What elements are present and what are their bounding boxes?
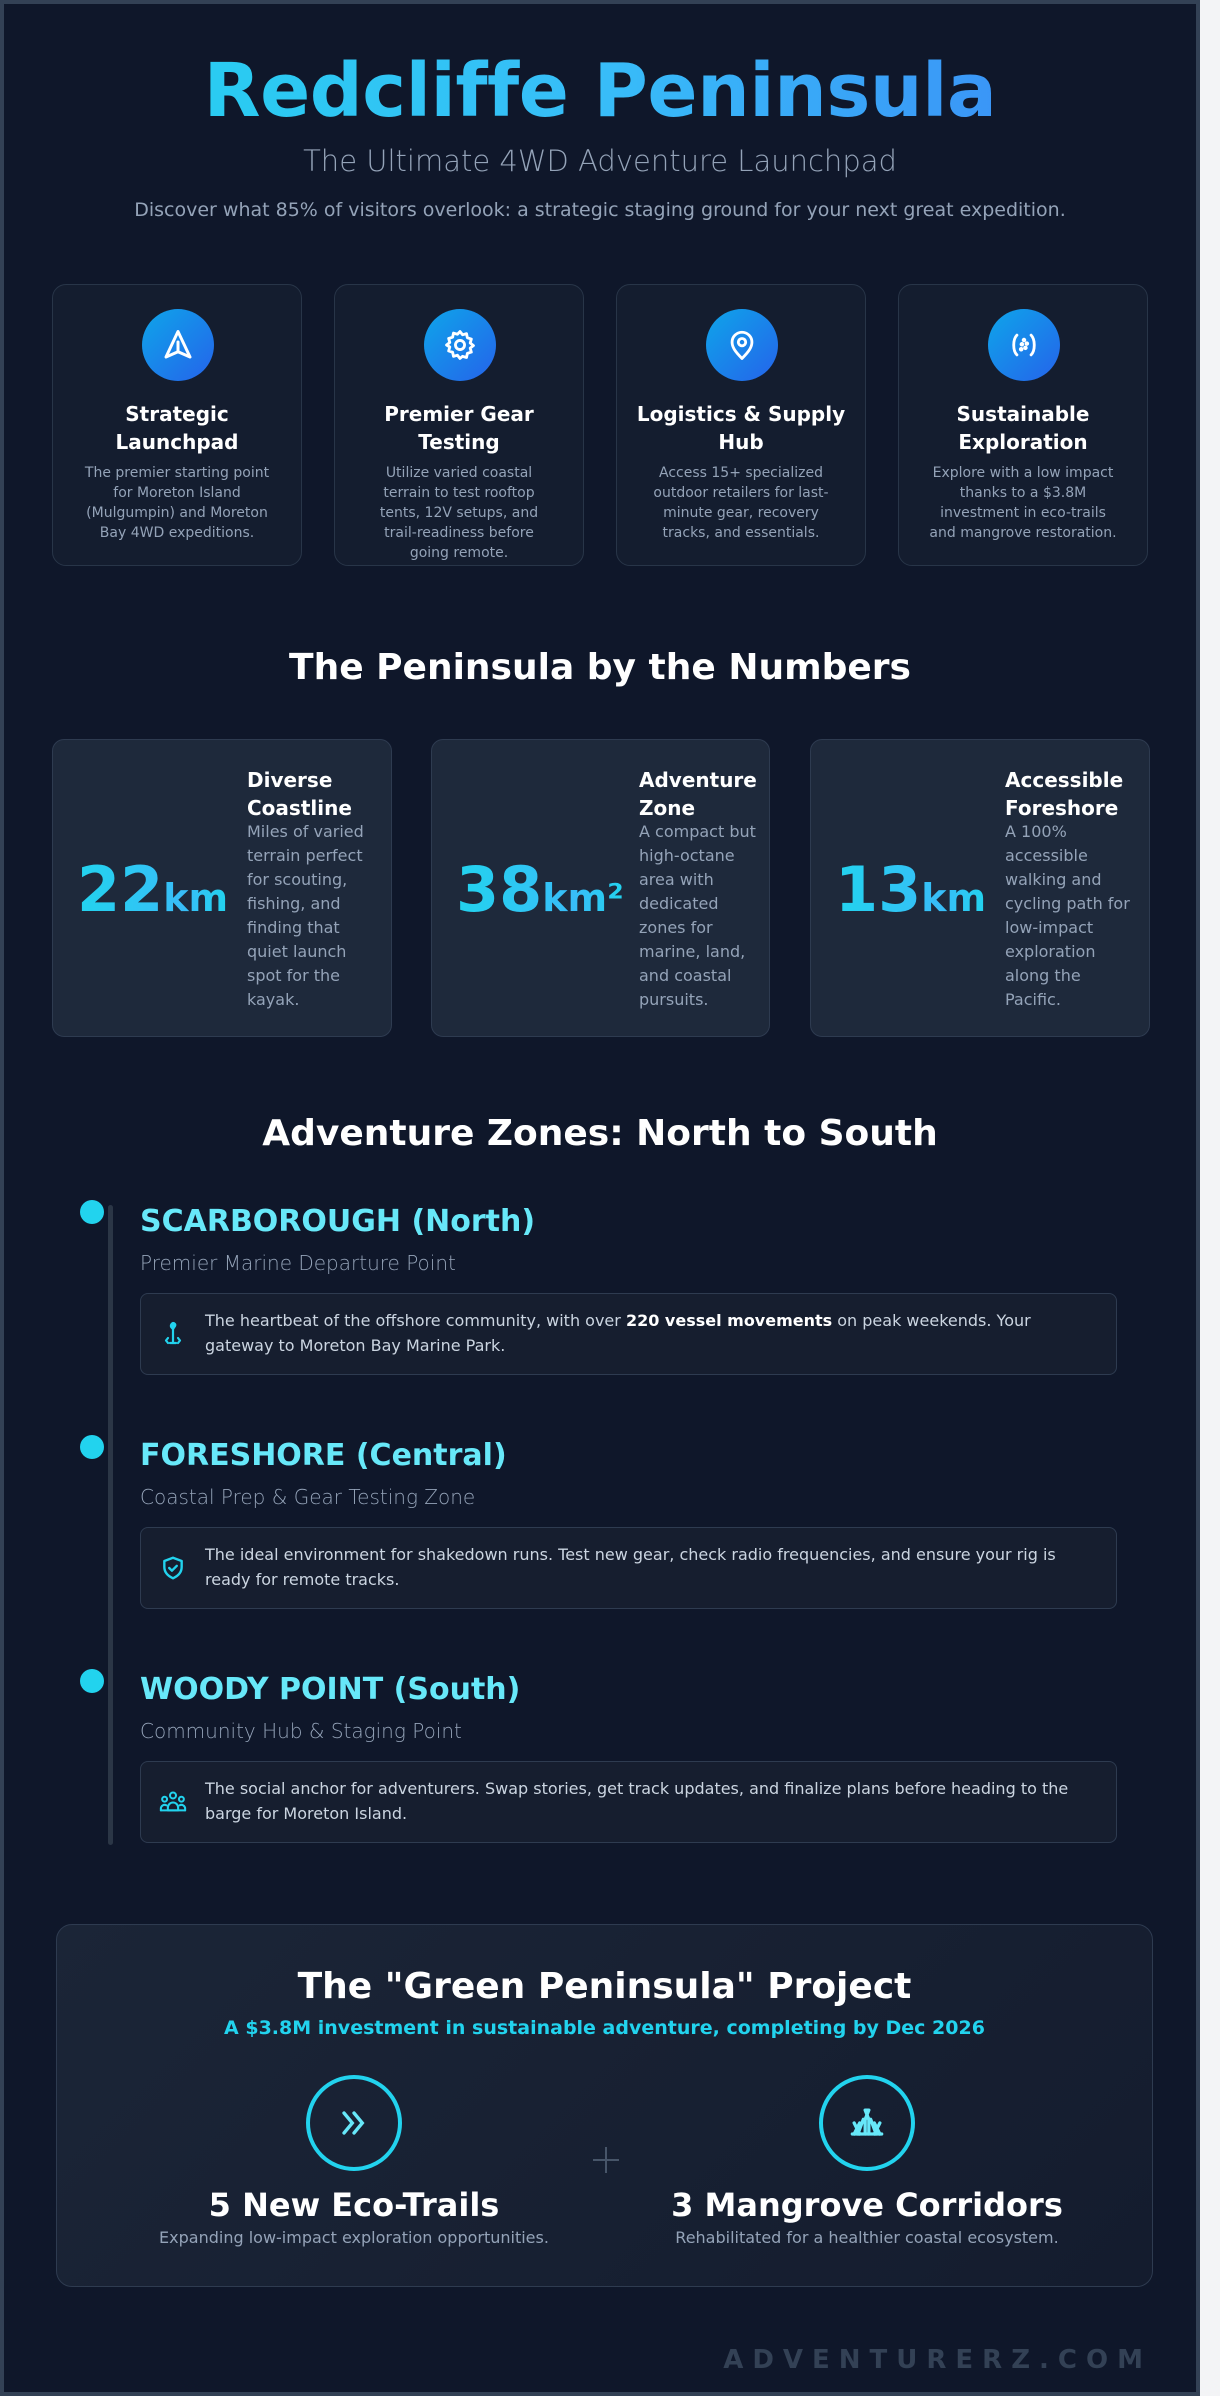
feature-title: Premier Gear Testing: [384, 402, 534, 454]
stat-card-adventure-zone: [431, 739, 770, 1037]
green-peninsula-project: [56, 1924, 1153, 2287]
navigation-arrow-icon: [142, 309, 214, 381]
feature-card-sustainable-exploration: [898, 284, 1148, 566]
timeline-dot: [80, 1200, 104, 1224]
feature-card-logistics-supply-hub: [616, 284, 866, 566]
stat-label: Adventure Zone: [639, 768, 757, 820]
page-title: Redcliffe Peninsula: [4, 46, 1196, 136]
stat-label: Diverse Coastline: [247, 768, 352, 820]
feature-title: Sustainable Exploration: [956, 402, 1090, 454]
stat-unit: km: [921, 876, 987, 920]
community-icon: [159, 1788, 187, 1816]
gear-icon: [424, 309, 496, 381]
stat-card-accessible-foreshore: [810, 739, 1150, 1037]
stat-unit: km: [163, 876, 229, 920]
feature-description: The premier starting point for Moreton Island (Mulgumpin) and Moreton Bay 4WD expeditions.: [84, 465, 270, 541]
double-chevron-right-icon: [306, 2075, 402, 2171]
zones-section-title: Adventure Zones: North to South: [262, 1113, 938, 1154]
stat-value: 38km²: [456, 850, 624, 938]
green-item-title: 3 Mangrove Corridors: [671, 2186, 1063, 2224]
anchor-icon: [159, 1320, 187, 1348]
feature-title: Strategic Launchpad: [115, 402, 239, 454]
feature-card-premier-gear-testing: [334, 284, 584, 566]
zone-highlight: 220 vessel movements: [625, 1311, 833, 1330]
zone-title-woody-point: WOODY POINT (South): [140, 1672, 521, 1707]
zone-subtitle: Premier Marine Departure Point: [140, 1251, 456, 1275]
stat-value: 13km: [835, 850, 986, 938]
zone-title-scarborough: SCARBOROUGH (North): [140, 1204, 536, 1239]
zone-subtitle: Community Hub & Staging Point: [140, 1719, 462, 1743]
stat-value: 22km: [77, 850, 228, 938]
stat-text: [1005, 766, 1137, 1012]
stat-description: Miles of varied terrain perfect for scouting, fishing, and finding that quiet launch spot for the kayak.: [247, 822, 364, 1009]
green-item-description: Expanding low-impact exploration opportunities.: [159, 2228, 549, 2247]
stat-unit: km²: [542, 876, 624, 920]
feature-description: Utilize varied coastal terrain to test rooftop tents, 12V setups, and trail-readiness before going remote.: [379, 465, 539, 561]
stat-description: A compact but high-octane area with dedicated zones for marine, land, and coastal pursuits.: [639, 822, 756, 1009]
zone-description: The heartbeat of the offshore community, with over 220 vessel movements on peak weekends. Your gateway to Moreton Bay Marine Park.: [205, 1311, 1031, 1355]
stat-label: Accessible Foreshore: [1005, 768, 1124, 820]
zone-description: The social anchor for adventurers. Swap stories, get track updates, and finalize plans before heading to the barge for Moreton Island.: [205, 1779, 1069, 1823]
page-subtitle: The Ultimate 4WD Adventure Launchpad: [303, 144, 897, 178]
green-item-description: Rehabilitated for a healthier coastal ecosystem.: [675, 2228, 1059, 2247]
numbers-section-title: The Peninsula by the Numbers: [289, 647, 911, 688]
zone-info-box: [140, 1527, 1117, 1609]
green-project-subtitle: A $3.8M investment in sustainable adventure, completing by Dec 2026: [224, 2017, 985, 2039]
plus-separator-icon: [593, 2147, 619, 2173]
zone-subtitle: Coastal Prep & Gear Testing Zone: [140, 1485, 476, 1509]
zone-info-box: [140, 1761, 1117, 1843]
eco-loop-icon: [988, 309, 1060, 381]
timeline-line: [108, 1205, 113, 1845]
stat-card-coastline: [52, 739, 392, 1037]
timeline-dot: [80, 1435, 104, 1459]
green-item-mangrove-corridors: [647, 2075, 1087, 2249]
feature-title: Logistics & Supply Hub: [636, 402, 846, 454]
zone-info-box: [140, 1293, 1117, 1375]
feature-description: Access 15+ specialized outdoor retailers for last-minute gear, recovery tracks, and essentials.: [653, 465, 829, 541]
page-tagline: Discover what 85% of visitors overlook: a strategic staging ground for your next great expedition.: [134, 199, 1066, 221]
zone-title-foreshore: FORESHORE (Central): [140, 1438, 507, 1473]
map-pin-icon: [706, 309, 778, 381]
footer-brand: ADVENTURERZ.COM: [723, 2345, 1152, 2375]
stat-description: A 100% accessible walking and cycling path for low-impact exploration along the Pacific.: [1005, 822, 1130, 1009]
green-project-title: The "Green Peninsula" Project: [297, 1966, 912, 2007]
shield-check-icon: [159, 1554, 187, 1582]
green-item-eco-trails: [134, 2075, 574, 2249]
stat-text: [639, 766, 763, 1012]
zone-description: The ideal environment for shakedown runs. Test new gear, check radio frequencies, and ensure your rig is ready for remote tracks.: [205, 1545, 1056, 1589]
stat-text: [247, 766, 377, 1012]
feature-description: Explore with a low impact thanks to a $3.8M investment in eco-trails and mangrove restoration.: [929, 465, 1117, 541]
feature-card-strategic-launchpad: [52, 284, 302, 566]
mangrove-icon: [819, 2075, 915, 2171]
timeline-dot: [80, 1669, 104, 1693]
green-item-title: 5 New Eco-Trails: [208, 2186, 500, 2224]
